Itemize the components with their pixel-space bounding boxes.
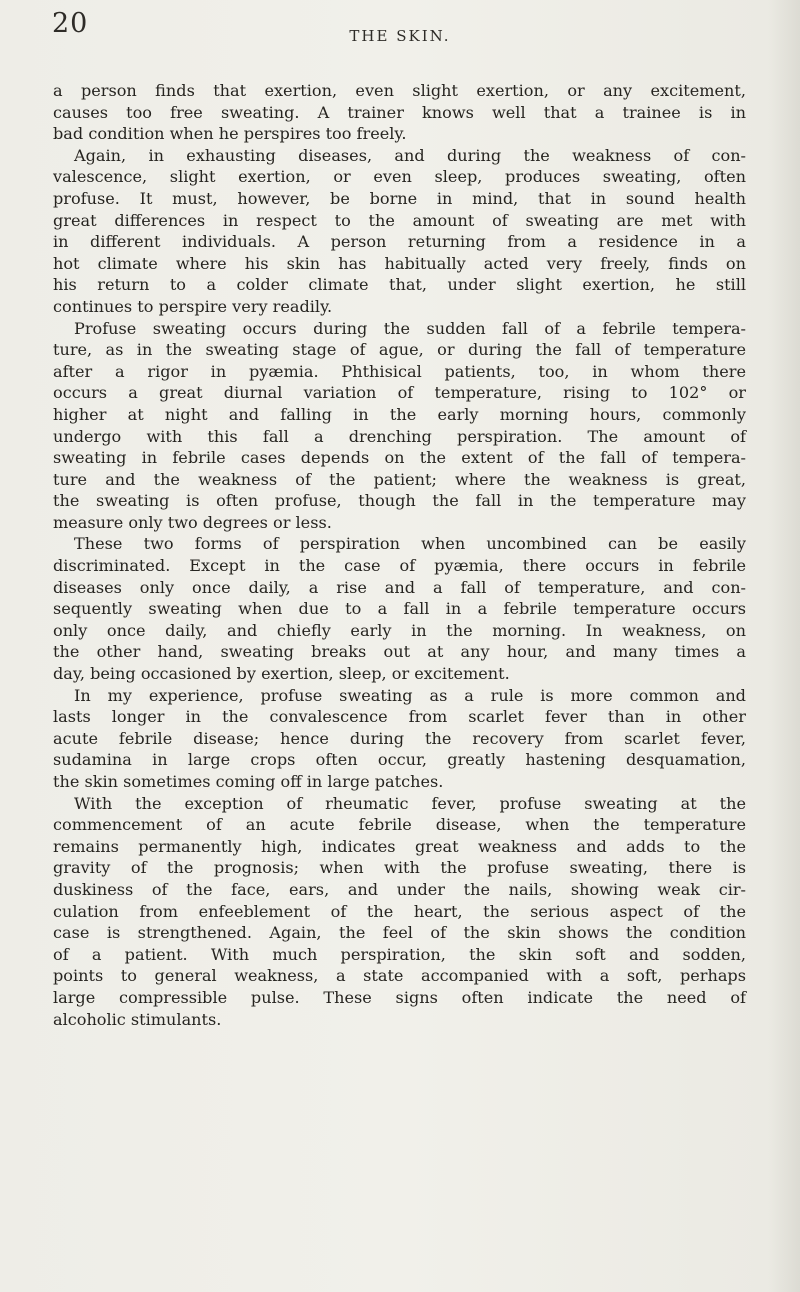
text-line: bad condition when he perspires too freely. bbox=[53, 124, 407, 144]
text-line: Again, in exhausting diseases, and during the weakness of con- bbox=[74, 145, 746, 165]
text-line: profuse. It must, however, be borne in mind, that in sound health bbox=[53, 188, 746, 208]
text-line: hot climate where his skin has habitually acted very freely, finds on bbox=[53, 253, 746, 273]
text-line: case is strengthened. Again, the feel of the skin shows the condition bbox=[53, 923, 746, 943]
text-line: points to general weakness, a state accompanied with a soft, perhaps bbox=[53, 966, 746, 986]
text-line: the sweating is often profuse, though the fall in the temperature may bbox=[53, 491, 746, 511]
running-title: THE SKIN. bbox=[349, 27, 451, 45]
text-line: remains permanently high, indicates great weakness and adds to the bbox=[53, 836, 746, 856]
text-line: sequently sweating when due to a fall in a febrile temperature occurs bbox=[53, 599, 746, 619]
text-line: a person finds that exertion, even slight exertion, or any excitement, bbox=[53, 81, 746, 100]
text-line: great differences in respect to the amount of sweating are met with bbox=[53, 210, 746, 230]
text-line: the other hand, sweating breaks out at any hour, and many times a bbox=[53, 642, 746, 662]
text-line: causes too free sweating. A trainer knows well that a trainee is in bbox=[53, 102, 746, 122]
text-line: day, being occasioned by exertion, sleep, or excitement. bbox=[53, 664, 510, 684]
text-line: discriminated. Except in the case of pyæmia, there occurs in febrile bbox=[53, 556, 746, 576]
text-line: diseases only once daily, a rise and a fall of temperature, and con- bbox=[53, 577, 746, 597]
text-line: gravity of the prognosis; when with the profuse sweating, there is bbox=[53, 858, 746, 878]
text-line: only once daily, and chiefly early in the morning. In weakness, on bbox=[53, 620, 746, 640]
text-line: occurs a great diurnal variation of temperature, rising to 102° or bbox=[53, 383, 746, 403]
text-line: valescence, slight exertion, or even sleep, produces sweating, often bbox=[53, 167, 746, 187]
text-line: Profuse sweating occurs during the sudden fall of a febrile tempera- bbox=[74, 318, 746, 338]
text-line: undergo with this fall a drenching perspiration. The amount of bbox=[53, 426, 746, 446]
text-line: sudamina in large crops often occur, greatly hastening desquamation, bbox=[53, 750, 746, 770]
text-line: his return to a colder climate that, under slight exertion, he still bbox=[53, 275, 746, 295]
text-line: alcoholic stimulants. bbox=[53, 1009, 222, 1029]
page-number: 20 bbox=[52, 8, 89, 39]
text-line: of a patient. With much perspiration, the skin soft and sodden, bbox=[53, 944, 746, 964]
text-line: in different individuals. A person returning from a residence in a bbox=[53, 232, 746, 252]
text-line: continues to perspire very readily. bbox=[53, 296, 333, 316]
text-line: after a rigor in pyæmia. Phthisical patients, too, in whom there bbox=[53, 361, 746, 381]
text-line: These two forms of perspiration when uncombined can be easily bbox=[74, 534, 746, 554]
text-line: With the exception of rheumatic fever, profuse sweating at the bbox=[74, 793, 746, 813]
text-line: higher at night and falling in the early morning hours, commonly bbox=[53, 404, 746, 424]
text-line: lasts longer in the convalescence from scarlet fever than in other bbox=[53, 707, 746, 727]
text-line: large compressible pulse. These signs often indicate the need of bbox=[53, 987, 746, 1007]
text-line: the skin sometimes coming off in large patches. bbox=[53, 772, 444, 791]
text-line: ture and the weakness of the patient; where the weakness is great, bbox=[53, 469, 746, 489]
text-line: acute febrile disease; hence during the recovery from scarlet fever, bbox=[53, 728, 746, 748]
text-line: sweating in febrile cases depends on the extent of the fall of tempera- bbox=[53, 448, 746, 468]
text-line: ture, as in the sweating stage of ague, or during the fall of temperature bbox=[53, 340, 746, 360]
running-header bbox=[52, 8, 748, 48]
text-line: culation from enfeeblement of the heart, the serious aspect of the bbox=[53, 901, 746, 921]
text-line: duskiness of the face, ears, and under the nails, showing weak cir- bbox=[53, 879, 746, 899]
text-line: In my experience, profuse sweating as a rule is more common and bbox=[74, 685, 746, 705]
text-line: commencement of an acute febrile disease, when the temperature bbox=[53, 815, 746, 835]
text-line: measure only two degrees or less. bbox=[53, 512, 332, 532]
body-text bbox=[53, 80, 746, 1030]
